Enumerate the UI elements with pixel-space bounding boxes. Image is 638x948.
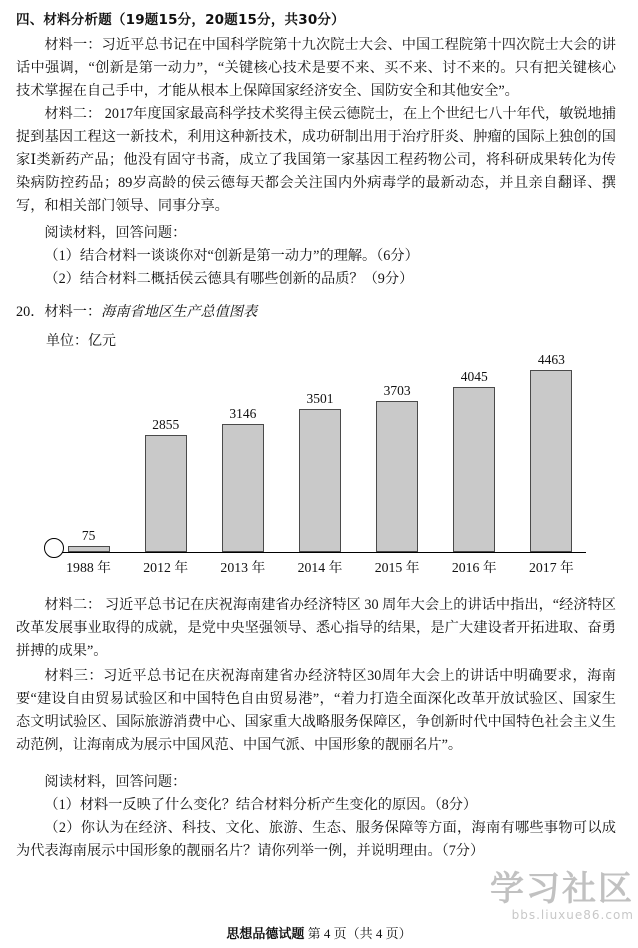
chart-bar <box>530 370 572 552</box>
chart-bar <box>145 435 187 552</box>
section-title: 四、材料分析题（19题15分，20题15分，共30分） <box>16 12 345 28</box>
q20-material-3: 材料三：习近平总书记在庆祝海南建省办经济特区30周年大会上的讲话中明确要求，海南要“建设自由贸易试验区和中国特色自由贸易港”，“着力打造全面深化改革开放试验区、国家生态文明试验区、国际旅游消费中心、国家重大战略服务保障区，争创新时代中国特色社会主义生动范例，让海南成为展示中国风范、中国气派、中国形象的靓丽名片”。 <box>16 668 616 753</box>
chart-bar <box>453 387 495 552</box>
chart-unit-label: 单位：亿元 <box>46 334 116 349</box>
exam-page <box>0 8 638 948</box>
chart-x-axis <box>46 552 586 553</box>
footer-page: 第 4 页（共 4 页） <box>307 926 412 941</box>
q20-number: 20． <box>16 304 45 320</box>
chart-bar-value: 3703 <box>383 382 411 398</box>
chart-bar-value: 3501 <box>306 391 334 407</box>
page-footer <box>0 923 638 942</box>
footer-title: 思想品德试题 <box>226 926 305 941</box>
chart-x-label: 1988 年 <box>66 560 111 575</box>
q20-material-1-heading <box>16 301 616 324</box>
q19-questions <box>0 222 638 291</box>
chart-x-label: 2013 年 <box>220 560 266 575</box>
q19-material-1: 材料一：习近平总书记在中国科学院第十九次院士大会、中国工程院第十四次院士大会的讲话中强调，“创新是第一动力”，“关键核心技术是要不来、买不来、讨不来的。只有把关键核心技术掌握在自己手中，才能从根本上保障国家经济安全、国防安全和其他安全”。 <box>16 37 616 99</box>
chart-bar-value: 4463 <box>537 351 565 367</box>
q20-material-1-label: 材料一： <box>44 304 102 320</box>
chart-x-label: 2012 年 <box>143 560 189 575</box>
chart-x-label: 2015 年 <box>374 560 420 575</box>
chart-plot-area <box>46 351 586 552</box>
chart-x-label: 2016 年 <box>451 560 497 575</box>
watermark-main: 学习社区 <box>490 869 634 909</box>
q20-material-1-title: 海南省地区生产总值图表 <box>101 304 258 320</box>
chart-bar-value: 2855 <box>152 417 180 433</box>
chart-x-label: 2017 年 <box>529 560 574 575</box>
gdp-bar-chart <box>16 330 616 578</box>
chart-x-label: 2014 年 <box>297 560 343 575</box>
watermark <box>490 869 634 922</box>
watermark-sub: bbs.liuxue86.com <box>511 908 634 922</box>
chart-bar-value: 4045 <box>460 368 488 384</box>
q20-sub-1: （1）材料一反映了什么变化？结合材料分析产生变化的原因。（8分） <box>44 797 478 813</box>
q20-questions <box>0 771 638 863</box>
q20-sub-2: （2）你认为在经济、科技、文化、旅游、生态、服务保障等方面，海南有哪些事物可以成为代表海南展示中国形象的靓丽名片？请你列举一例，并说明理由。（7分） <box>16 820 616 859</box>
chart-origin-marker <box>44 538 64 558</box>
q19-prompt: 阅读材料，回答问题： <box>44 225 187 241</box>
q19-material-2: 材料二： 2017年度国家最高科学技术奖得主侯云德院士，在上个世纪七八十年代，敏锐地捕捉到基因工程这一新技术，利用这种新技术，成功研制出用于治疗肝炎、肿瘤的国际上独创的国家Ⅰ类新药产品；他没有固守书斋，成立了我国第一家基因工程药物公司，将科研成果转化为传染病防控药品；89岁高龄的侯云德每天都会关注国内外病毒学的最新动态，并且亲自翻译、撰写，和相关部门领导、同事分享。 <box>16 106 616 214</box>
q20-material-2: 材料二： 习近平总书记在庆祝海南建省办经济特区 30 周年大会上的讲话中指出，“经济特区改革发展事业取得的成就，是党中央坚强领导、悉心指导的结果，是广大建设者开拓进取、奋勇拼搏的成果”。 <box>16 597 616 659</box>
chart-bar-value: 3146 <box>229 405 257 421</box>
q20-prompt: 阅读材料，回答问题： <box>44 774 187 790</box>
chart-bar <box>299 409 341 552</box>
chart-bar-value: 75 <box>81 528 96 543</box>
q19-sub-2: （2）结合材料二概括侯云德具有哪些创新的品质？（9分） <box>44 271 414 287</box>
chart-bar <box>376 401 418 552</box>
q19-sub-1: （1）结合材料一谈谈你对“创新是第一动力”的理解。（6分） <box>44 248 419 264</box>
chart-bar <box>222 424 264 552</box>
